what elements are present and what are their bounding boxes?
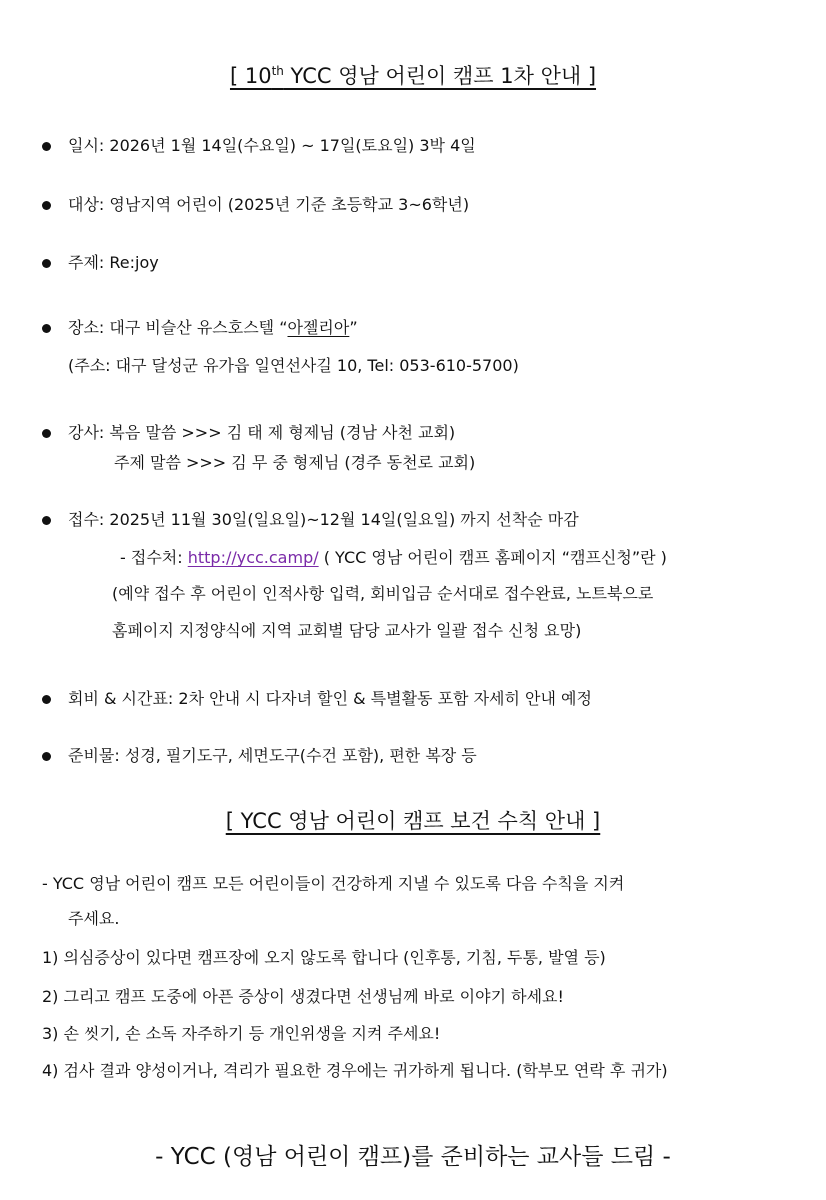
- item-date: 일시: 2026년 1월 14일(수요일) ~ 17일(토요일) 3박 4일: [68, 136, 476, 155]
- place-name: 아젤리아: [287, 318, 350, 337]
- register-where-prefix: - 접수처:: [120, 548, 188, 567]
- bullet-icon: [42, 516, 51, 525]
- notice-title-rest: YCC 영남 어린이 캠프 1차 안내 ]: [283, 64, 597, 88]
- place-prefix: 장소: 대구 비슬산 유스호스텔 “: [68, 318, 288, 337]
- item-speaker-theme: 주제 말씀 >>> 김 무 중 형제님 (경주 동천로 교회): [114, 453, 476, 472]
- bullet-icon: [42, 259, 51, 268]
- item-register: 접수: 2025년 11월 30일(일요일)~12월 14일(일요일) 까지 선착순 마감: [68, 510, 579, 529]
- notice-title-sup: th: [271, 64, 284, 78]
- register-link[interactable]: http://ycc.camp/: [187, 548, 319, 567]
- item-prep: 준비물: 성경, 필기도구, 세면도구(수건 포함), 편한 복장 등: [68, 746, 477, 765]
- bullet-icon: [42, 142, 51, 151]
- item-register-where: [120, 548, 667, 568]
- item-target: 대상: 영남지역 어린이 (2025년 기준 초등학교 3~6학년): [68, 195, 470, 214]
- health-intro-1: - YCC 영남 어린이 캠프 모든 어린이들이 건강하게 지낼 수 있도록 다음 수칙을 지켜: [42, 874, 625, 893]
- notice-title: [0, 60, 826, 90]
- item-address: (주소: 대구 달성군 유가읍 일연선사길 10, Tel: 053-610-5700): [68, 356, 519, 375]
- bullet-icon: [42, 429, 51, 438]
- item-theme: 주제: Re:joy: [68, 253, 159, 272]
- health-rule-1: 1) 의심증상이 있다면 캠프장에 오지 않도록 합니다 (인후통, 기침, 두통, 발열 등): [42, 948, 606, 967]
- item-place: [68, 318, 358, 338]
- register-where-suffix: ( YCC 영남 어린이 캠프 홈페이지 “캠프신청”란 ): [318, 548, 667, 567]
- health-rule-3: 3) 손 씻기, 손 소독 자주하기 등 개인위생을 지켜 주세요!: [42, 1024, 441, 1043]
- item-fee: 회비 & 시간표: 2차 안내 시 다자녀 할인 & 특별활동 포함 자세히 안내 예정: [68, 689, 592, 708]
- health-rule-4: 4) 검사 결과 양성이거나, 격리가 필요한 경우에는 귀가하게 됩니다. (학부모 연락 후 귀가): [42, 1061, 668, 1080]
- place-suffix: ”: [349, 318, 358, 337]
- item-speaker-gospel: 강사: 복음 말씀 >>> 김 태 제 형제님 (경남 사천 교회): [68, 423, 456, 442]
- notice-title-prefix: [ 10: [229, 64, 272, 88]
- item-register-note-2: 홈페이지 지정양식에 지역 교회별 담당 교사가 일괄 접수 신청 요망): [112, 621, 582, 640]
- footer-signature: - YCC (영남 어린이 캠프)를 준비하는 교사들 드림 -: [155, 1144, 671, 1170]
- bullet-icon: [42, 324, 51, 333]
- item-register-note-1: (예약 접수 후 어린이 인적사항 입력, 회비입금 순서대로 접수완료, 노트북으로: [112, 584, 654, 603]
- health-rule-2: 2) 그리고 캠프 도중에 아픈 증상이 생겼다면 선생님께 바로 이야기 하세요!: [42, 987, 564, 1006]
- bullet-icon: [42, 201, 51, 210]
- health-intro-2: 주세요.: [68, 909, 120, 928]
- bullet-icon: [42, 695, 51, 704]
- health-title: [ YCC 영남 어린이 캠프 보건 수칙 안내 ]: [225, 809, 601, 833]
- bullet-icon: [42, 752, 51, 761]
